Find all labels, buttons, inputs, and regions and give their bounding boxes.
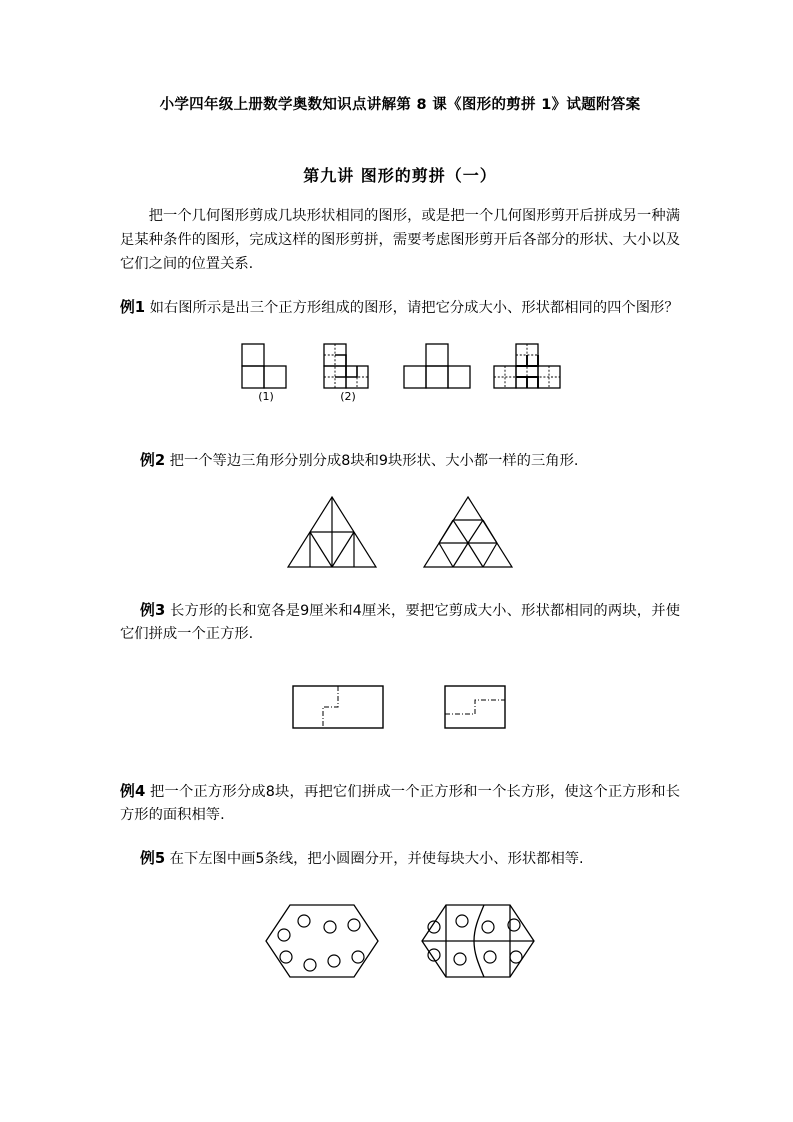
example-4-paragraph — [120, 780, 680, 827]
figure-ex1-caption-3 — [437, 391, 441, 403]
figure-ex2-triangle9-block — [420, 493, 516, 571]
figure-ex3-square-staircase-icon — [439, 680, 511, 734]
figure-ex3-rectangle-block — [289, 680, 389, 734]
figure-ex1-shape1-block — [234, 340, 298, 403]
example-2-text: 把一个等边三角形分别分成8块和9块形状、大小都一样的三角形. — [169, 453, 579, 469]
figure-ex1-shape2-l-tromino-divided-icon — [316, 340, 380, 390]
figure-ex2-triangle-9-parts-icon — [420, 493, 516, 571]
figure-ex1-shape1-l-tromino-icon — [234, 340, 298, 390]
figure-ex1-shape4-t-shape-divided-icon — [492, 340, 566, 390]
figure-ex1-caption-1: (1) — [258, 390, 274, 403]
example-2-paragraph — [120, 449, 680, 473]
example-5-text: 在下左图中画5条线，把小圆圈分开，并使每块大小、形状都相等. — [169, 851, 584, 867]
example-1-text: 如右图所示是出三个正方形组成的图形，请把它分成大小、形状都相同的四个图形？ — [149, 300, 679, 316]
figure-ex3-square-block — [439, 680, 511, 734]
example-1-figures — [120, 340, 680, 403]
figure-ex1-shape3-block — [402, 340, 476, 403]
intro-paragraph: 把一个几何图形剪成几块形状相同的图形，或是把一个几何图形剪开后拼成另一种满足某种条件的图形，完成这样的图形剪拼，需要考虑图形剪开后各部分的形状、大小以及它们之间的位置关系. — [120, 208, 680, 272]
example-3-figures — [120, 680, 680, 734]
figure-ex2-triangle-8-parts-icon — [284, 493, 380, 571]
figure-ex1-caption-4 — [527, 391, 531, 403]
example-3-paragraph — [120, 599, 680, 646]
document-body — [120, 95, 680, 983]
figure-ex1-shape3-t-shape-icon — [402, 340, 476, 390]
example-1-paragraph — [120, 296, 680, 320]
figure-ex5-hexagon-divided-icon — [416, 899, 540, 983]
figure-ex1-shape2-block — [316, 340, 380, 403]
example-2-label: 例2 — [140, 452, 166, 469]
figure-ex5-hexagon-with-circles-icon — [260, 899, 384, 983]
example-3-text: 长方形的长和宽各是9厘米和4厘米，要把它剪成大小、形状都相同的两块，并使它们拼成一个正方形. — [120, 603, 681, 642]
lecture-heading: 第九讲 图形的剪拼（一） — [303, 166, 497, 185]
example-3-label: 例3 — [140, 602, 166, 619]
example-5-figures — [120, 899, 680, 983]
figure-ex5-hexagon-plain-block — [260, 899, 384, 983]
example-1-label: 例1 — [120, 299, 146, 316]
example-4-text: 把一个正方形分成8块，再把它们拼成一个正方形和一个长方形，使这个正方形和长方形的面积相等. — [120, 784, 681, 823]
document-title: 小学四年级上册数学奥数知识点讲解第 8 课《图形的剪拼 1》试题附答案 — [159, 97, 641, 113]
example-5-paragraph — [120, 847, 680, 871]
example-4-label: 例4 — [120, 783, 146, 800]
figure-ex2-triangle8-block — [284, 493, 380, 571]
figure-ex1-caption-2: (2) — [340, 390, 356, 403]
example-5-label: 例5 — [140, 850, 166, 867]
example-2-figures — [120, 493, 680, 571]
figure-ex3-rectangle-staircase-icon — [289, 680, 389, 734]
figure-ex1-shape4-block — [492, 340, 566, 403]
figure-ex5-hexagon-divided-block — [416, 899, 540, 983]
